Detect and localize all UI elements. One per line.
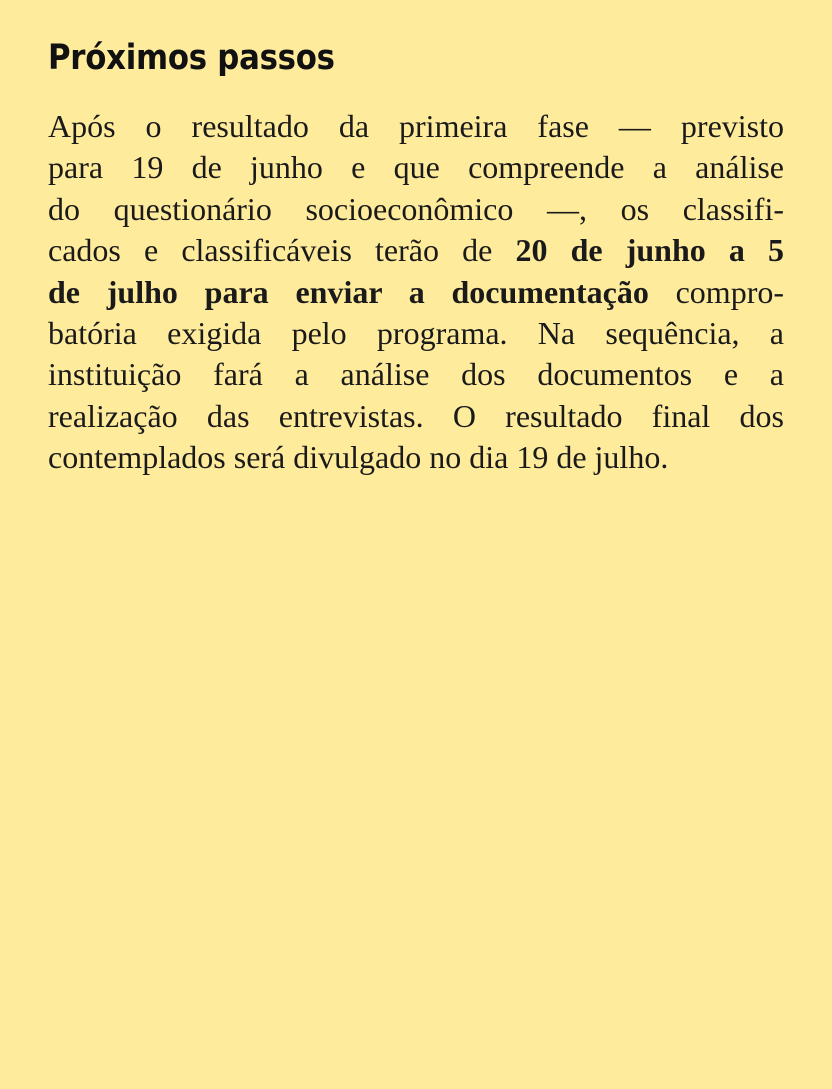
paragraph-line — [48, 106, 784, 147]
paragraph-line — [48, 437, 784, 478]
paragraph-line — [48, 354, 784, 395]
text: realização das entrevistas. O resultado final dos — [48, 397, 784, 434]
bold-text: 20 de junho a 5 — [515, 232, 785, 269]
text: contemplados será divulgado no dia 19 de julho. — [48, 439, 669, 476]
text: do questionário socioeconômico —, os classifi- — [48, 190, 784, 227]
text: batória exigida pelo programa. Na sequência, a — [48, 314, 784, 351]
text: compro- — [648, 273, 785, 310]
text: Após o resultado da primeira fase — previsto — [48, 108, 784, 144]
section-heading: Próximos passos — [48, 38, 335, 78]
body-paragraph — [48, 106, 784, 479]
text: cados e classificáveis terão de — [48, 232, 516, 269]
paragraph-line — [48, 313, 784, 354]
paragraph-line — [48, 272, 784, 313]
text: instituição fará a análise dos documentos e a — [48, 356, 784, 393]
text: para 19 de junho e que compreende a análise — [48, 149, 784, 186]
bold-text: de julho para enviar a documentação — [48, 273, 649, 310]
paragraph-line — [48, 230, 784, 271]
paragraph-line — [48, 396, 784, 437]
paragraph-line — [48, 189, 784, 230]
paragraph-line — [48, 147, 784, 188]
